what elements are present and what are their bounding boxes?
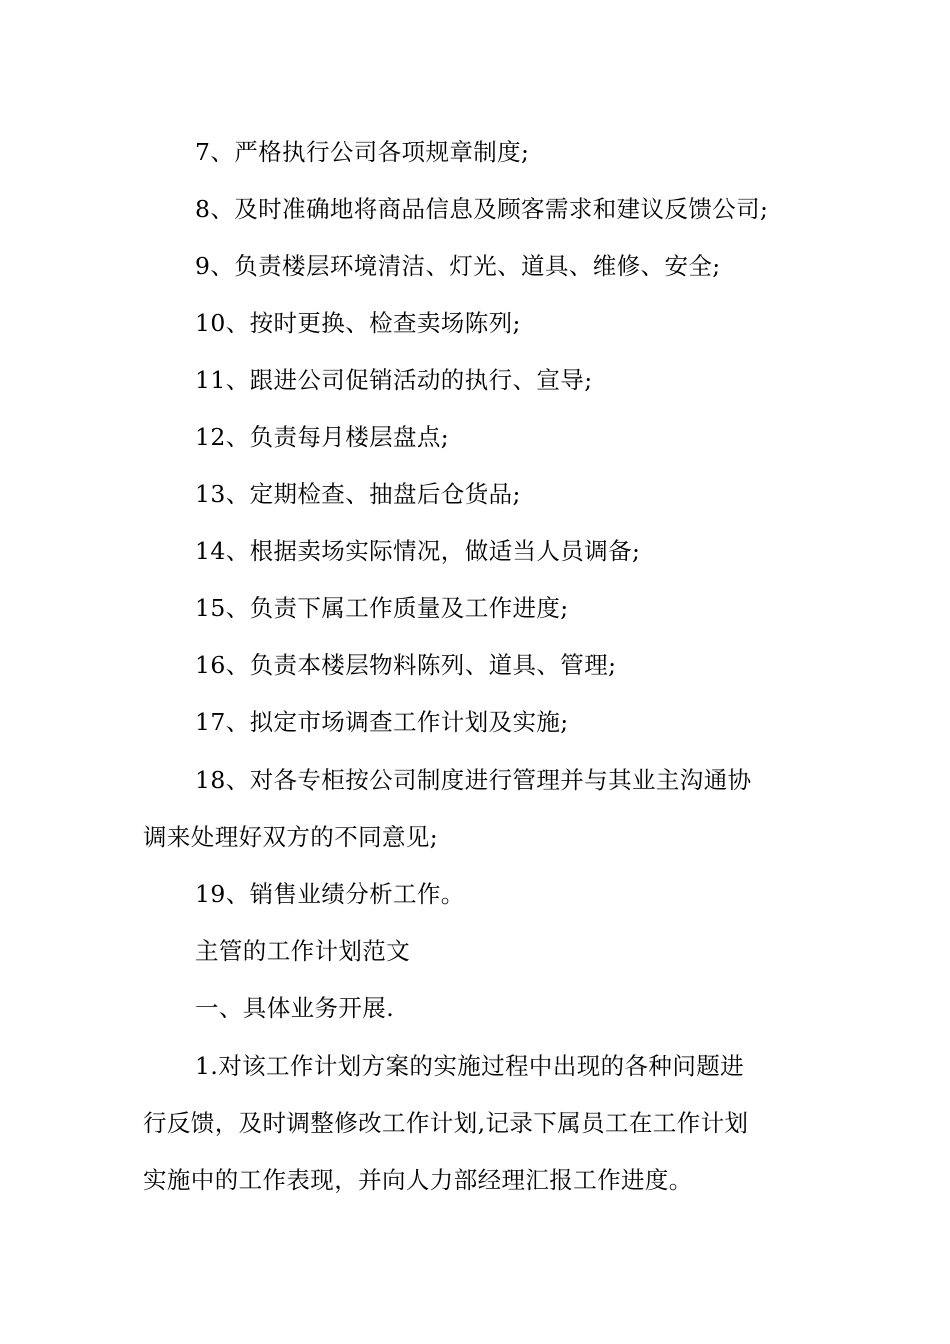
paragraph-line-1: 1.对该工作计划方案的实施过程中出现的各种问题进 — [195, 1052, 745, 1080]
list-item: 11、跟进公司促销活动的执行、宣导; — [195, 366, 593, 394]
list-item: 12、负责每月楼层盘点; — [195, 423, 450, 451]
paragraph-line-3: 实施中的工作表现，并向人力部经理汇报工作进度。 — [143, 1166, 693, 1194]
list-item-18-line-1: 18、对各专柜按公司制度进行管理并与其业主沟通协 — [195, 766, 752, 794]
list-item: 10、按时更换、检查卖场陈列; — [195, 309, 521, 337]
list-item: 14、根据卖场实际情况，做适当人员调备; — [195, 537, 641, 565]
list-item: 16、负责本楼层物料陈列、道具、管理; — [195, 651, 617, 679]
list-item: 13、定期检查、抽盘后仓货品; — [195, 480, 521, 508]
list-item-18-line-2: 调来处理好双方的不同意见; — [143, 823, 439, 851]
paragraph-line-2: 行反馈，及时调整修改工作计划,记录下属员工在工作计划 — [143, 1109, 749, 1137]
section-title: 主管的工作计划范文 — [195, 937, 411, 965]
list-item: 8、及时准确地将商品信息及顾客需求和建议反馈公司; — [195, 195, 769, 223]
subsection-title: 一、具体业务开展. — [195, 994, 395, 1022]
list-item: 7、严格执行公司各项规章制度; — [195, 138, 530, 166]
list-item: 15、负责下属工作质量及工作进度; — [195, 594, 569, 622]
list-item: 9、负责楼层环境清洁、灯光、道具、维修、安全; — [195, 252, 721, 280]
list-item-19: 19、销售业绩分析工作。 — [195, 880, 465, 908]
list-item: 17、拟定市场调查工作计划及实施; — [195, 708, 569, 736]
